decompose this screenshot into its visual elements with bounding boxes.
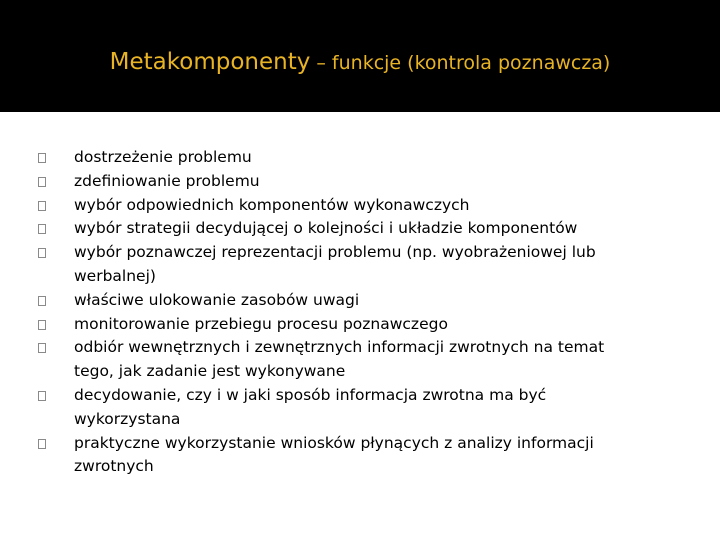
bullet-icon	[30, 170, 74, 194]
list-item-text: odbiór wewnętrznych i zewnętrznych informacji zwrotnych na temat tego, jak zadanie jest wykonywane	[74, 338, 605, 381]
list-item-text: wybór strategii decydującej o kolejności i układzie komponentów	[74, 219, 578, 238]
list-item	[30, 313, 690, 337]
list-item-text: właściwe ulokowanie zasobów uwagi	[74, 290, 360, 309]
slide-title-main: Metakomponenty	[109, 49, 311, 75]
list-item	[30, 336, 690, 384]
list-item-text: praktyczne wykorzystanie wniosków płynących z analizy informacji zwrotnych	[74, 433, 594, 476]
slide-title-rest: – funkcje (kontrola poznawcza)	[310, 52, 611, 74]
bullet-icon	[30, 289, 74, 313]
bullet-icon	[30, 384, 74, 408]
bullet-icon	[30, 194, 74, 218]
list-item	[30, 241, 690, 289]
list-item	[30, 217, 690, 241]
list-item-text: zdefiniowanie problemu	[74, 171, 260, 190]
list-item-text: wybór odpowiednich komponentów wykonawczych	[74, 195, 470, 214]
bullet-icon	[30, 336, 74, 360]
list-item	[30, 146, 690, 170]
bullet-list	[30, 146, 690, 479]
list-item	[30, 194, 690, 218]
slide-title	[0, 44, 720, 82]
bullet-icon	[30, 313, 74, 337]
list-item-text: decydowanie, czy i w jaki sposób informacja zwrotna ma być wykorzystana	[74, 385, 547, 428]
bullet-icon	[30, 217, 74, 241]
list-item-text: monitorowanie przebiegu procesu poznawczego	[74, 314, 448, 333]
list-item	[30, 384, 690, 432]
bullet-icon	[30, 146, 74, 170]
list-item-text: wybór poznawczej reprezentacji problemu (np. wyobrażeniowej lub werbalnej)	[74, 243, 596, 285]
list-item-text: dostrzeżenie problemu	[74, 148, 252, 166]
list-item	[30, 289, 690, 313]
list-item	[30, 432, 690, 480]
bullet-icon	[30, 241, 74, 265]
list-item	[30, 170, 690, 194]
bullet-icon	[30, 432, 74, 456]
